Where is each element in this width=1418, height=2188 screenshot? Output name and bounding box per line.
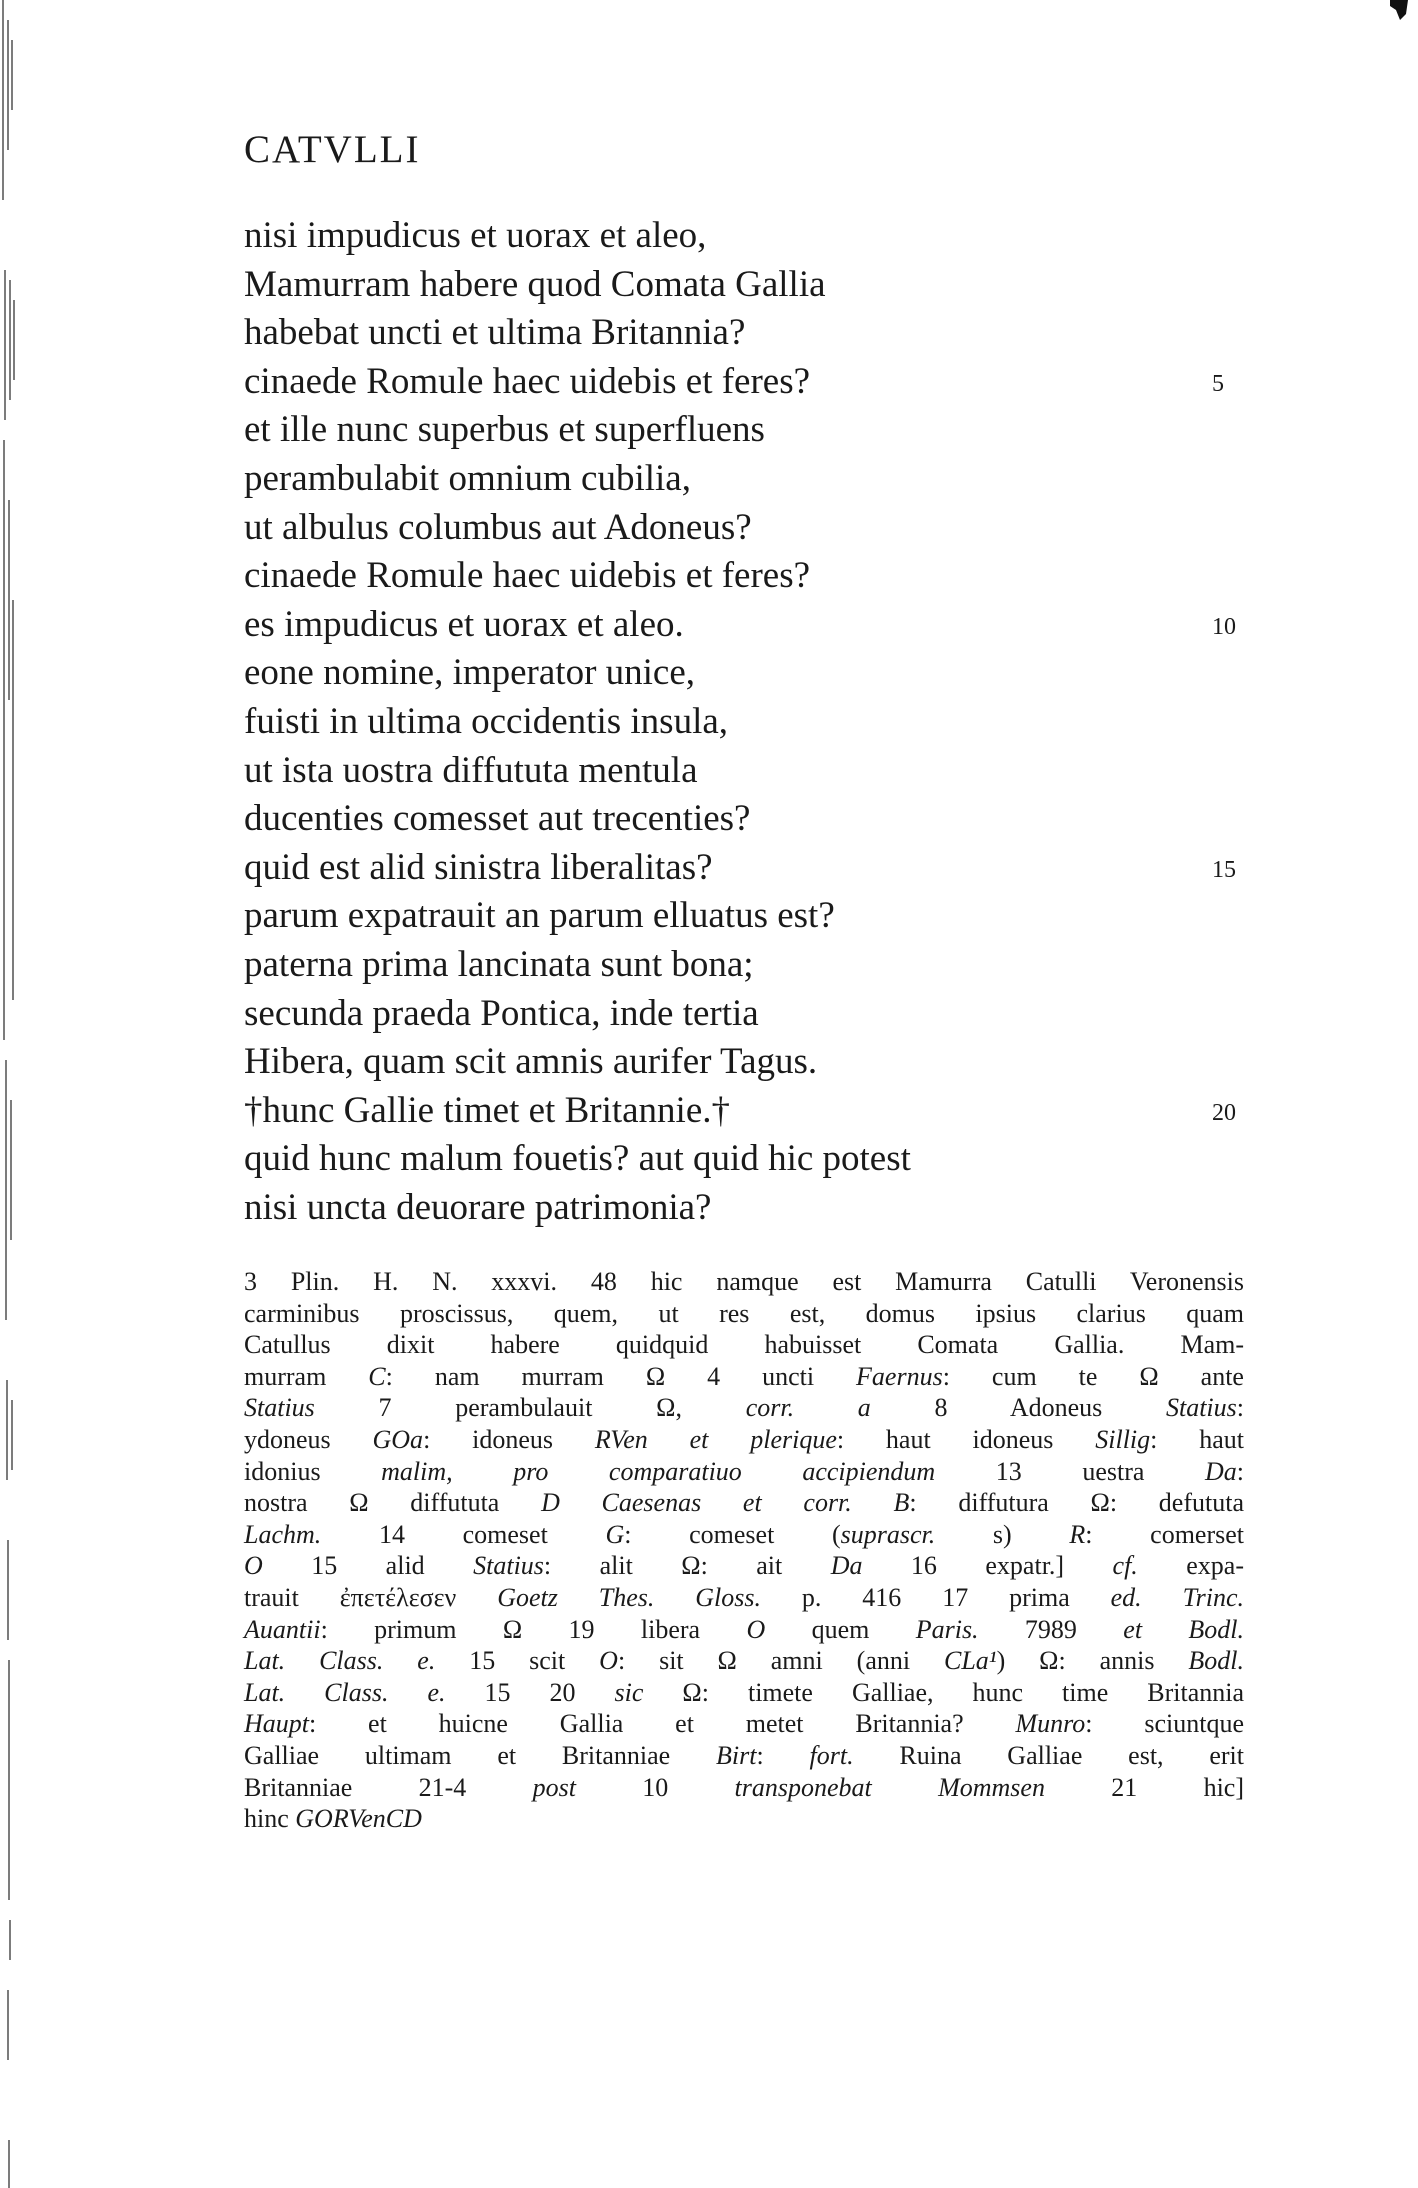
apparatus-text: ydoneus <box>244 1424 373 1454</box>
apparatus-italic: O <box>599 1646 618 1676</box>
verse-text: es impudicus et uorax et aleo. <box>244 603 684 645</box>
apparatus-line <box>244 1361 1244 1393</box>
apparatus-text: : cum te Ω ante <box>942 1361 1244 1391</box>
apparatus-italic: G <box>605 1519 625 1549</box>
verse-text: nisi uncta deuorare patrimonia? <box>244 1186 712 1228</box>
apparatus-text: 16 expatr.] <box>862 1551 1113 1581</box>
apparatus-text: 14 comeset <box>321 1519 606 1549</box>
verse-line <box>244 747 1264 796</box>
apparatus-italic: Da <box>1204 1456 1237 1486</box>
running-head: CATVLLI <box>244 128 421 171</box>
apparatus-line <box>244 1677 1244 1709</box>
verse-line <box>244 358 1264 407</box>
verse-text: parum expatrauit an parum elluatus est? <box>244 895 835 937</box>
apparatus-italic: Lat. Class. e. <box>244 1677 446 1707</box>
apparatus-italic: O <box>244 1551 263 1581</box>
verse-line <box>244 261 1264 310</box>
verse-text: cinaede Romule haec uidebis et feres? <box>244 360 811 402</box>
apparatus-italic: suprascr. <box>840 1519 936 1549</box>
apparatus-italic: cf. <box>1112 1551 1138 1581</box>
apparatus-italic: et Bodl. <box>1123 1614 1245 1644</box>
apparatus-italic: GOa <box>372 1424 424 1454</box>
apparatus-text: : comeset ( <box>624 1519 841 1549</box>
apparatus-italic: O <box>746 1614 766 1644</box>
apparatus-italic: GORVenCD <box>295 1804 422 1834</box>
verse-text: et ille nunc superbus et superfluens <box>244 409 765 451</box>
apparatus-line <box>244 1614 1244 1646</box>
apparatus-italic: Bodl. <box>1188 1646 1245 1676</box>
apparatus-text: : haut idoneus <box>836 1424 1096 1454</box>
apparatus-italic: RVen et plerique <box>594 1424 837 1454</box>
verse-line <box>244 892 1264 941</box>
apparatus-italic: Da <box>830 1551 863 1581</box>
verse-line <box>244 1087 1264 1136</box>
apparatus-italic: ed. Trinc. <box>1110 1582 1244 1612</box>
apparatus-text: 8 Adoneus <box>870 1393 1166 1423</box>
verse-line <box>244 795 1264 844</box>
apparatus-line <box>244 1456 1244 1488</box>
apparatus-text: Galliae ultimam et Britanniae <box>244 1740 717 1770</box>
apparatus-italic: sic <box>614 1677 644 1707</box>
apparatus-text: 15 20 <box>445 1677 615 1707</box>
verse-line <box>244 212 1264 261</box>
apparatus-text: : primum Ω 19 libera <box>320 1614 747 1644</box>
apparatus-text: 15 scit <box>435 1646 600 1676</box>
apparatus-text: 7 perambulauit Ω, <box>314 1393 746 1423</box>
apparatus-italic: corr. a <box>745 1393 871 1423</box>
apparatus-line <box>244 1645 1244 1677</box>
verse-text: Hibera, quam scit amnis aurifer Tagus. <box>244 1041 818 1083</box>
verse-text: †hunc Gallie timet et Britannie.† <box>244 1089 731 1131</box>
apparatus-italic: Paris. <box>915 1614 979 1644</box>
apparatus-text: nostra Ω diffututa <box>244 1488 542 1518</box>
apparatus-line <box>244 1772 1244 1804</box>
verse-text: quid est alid sinistra liberalitas? <box>244 846 713 888</box>
verse-line <box>244 990 1264 1039</box>
apparatus-italic: transponebat Mommsen <box>734 1772 1045 1802</box>
critical-apparatus <box>244 1266 1244 1835</box>
apparatus-text: : sciuntque <box>1085 1709 1245 1739</box>
apparatus-text: Britanniae 21-4 <box>244 1772 533 1802</box>
verse-line <box>244 552 1264 601</box>
apparatus-text: Ruina Galliae est, erit <box>853 1740 1245 1770</box>
apparatus-italic: malim, pro comparatiuo accipiendum <box>381 1456 936 1486</box>
apparatus-text: p. 416 17 prima <box>761 1582 1111 1612</box>
apparatus-text: ) Ω: annis <box>996 1646 1189 1676</box>
apparatus-italic: R <box>1069 1519 1086 1549</box>
apparatus-text: s) <box>935 1519 1070 1549</box>
verse-line <box>244 844 1264 893</box>
apparatus-text: Catullus dixit habere quidquid habuisset Comata Gallia. Mam- <box>244 1330 1244 1360</box>
apparatus-italic: CLa¹ <box>944 1646 997 1676</box>
apparatus-text: Ω: timete Galliae, hunc time Britannia <box>643 1677 1245 1707</box>
line-number: 15 <box>1212 856 1236 883</box>
apparatus-italic: Birt <box>716 1740 757 1770</box>
verse-text: quid hunc malum fouetis? aut quid hic potest <box>244 1138 911 1180</box>
apparatus-line <box>244 1298 1244 1330</box>
binding-gutter-marks <box>0 0 22 2188</box>
apparatus-line <box>244 1803 1244 1835</box>
apparatus-italic: Munro <box>1015 1709 1086 1739</box>
apparatus-text: trauit ἐπετέλεσεν <box>244 1582 498 1612</box>
verse-line <box>244 455 1264 504</box>
apparatus-line <box>244 1740 1244 1772</box>
verse-line <box>244 1135 1264 1184</box>
apparatus-text: 7989 <box>978 1614 1124 1644</box>
verse-text: eone nomine, imperator unice, <box>244 652 696 694</box>
apparatus-italic: Lat. Class. e. <box>244 1646 436 1676</box>
apparatus-text: 13 uestra <box>935 1456 1205 1486</box>
apparatus-line <box>244 1550 1244 1582</box>
verse-line <box>244 1038 1264 1087</box>
apparatus-line <box>244 1266 1244 1298</box>
apparatus-italic: Statius <box>244 1393 315 1423</box>
verse-text: perambulabit omnium cubilia, <box>244 457 691 499</box>
apparatus-text: murram <box>244 1361 369 1391</box>
apparatus-line <box>244 1329 1244 1361</box>
apparatus-text: idonius <box>244 1456 382 1486</box>
line-number: 5 <box>1212 370 1224 397</box>
apparatus-text: : comerset <box>1085 1519 1244 1549</box>
verse-line <box>244 941 1264 990</box>
verse-line <box>244 406 1264 455</box>
verse-text: ducenties comesset aut trecenties? <box>244 798 751 840</box>
verse-line <box>244 698 1264 747</box>
apparatus-text: expa- <box>1137 1551 1244 1581</box>
apparatus-text: : nam murram Ω 4 uncti <box>385 1361 857 1391</box>
apparatus-text: : idoneus <box>423 1424 595 1454</box>
verse-text: fuisti in ultima occidentis insula, <box>244 700 729 742</box>
verse-text: Mamurram habere quod Comata Gallia <box>244 263 826 305</box>
apparatus-italic: Lachm. <box>244 1519 322 1549</box>
apparatus-text: 15 alid <box>262 1551 474 1581</box>
apparatus-italic: Statius <box>1165 1393 1237 1423</box>
apparatus-text: hinc <box>244 1804 296 1834</box>
apparatus-italic: C <box>368 1361 386 1391</box>
apparatus-line <box>244 1487 1244 1519</box>
apparatus-text: : sit Ω amni (anni <box>617 1646 944 1676</box>
apparatus-text: : alit Ω: ait <box>543 1551 831 1581</box>
apparatus-line <box>244 1708 1244 1740</box>
apparatus-text: : haut <box>1150 1424 1244 1454</box>
verse-text: cinaede Romule haec uidebis et feres? <box>244 555 811 597</box>
line-number: 10 <box>1212 613 1236 640</box>
apparatus-text: : et huicne Gallia et metet Britannia? <box>309 1709 1016 1739</box>
apparatus-line <box>244 1392 1244 1424</box>
apparatus-italic: Sillig <box>1095 1424 1151 1454</box>
apparatus-line <box>244 1582 1244 1614</box>
apparatus-italic: Haupt <box>244 1709 309 1739</box>
poem-text <box>244 212 1264 1232</box>
apparatus-italic: post <box>532 1772 576 1802</box>
apparatus-text: 10 <box>575 1772 735 1802</box>
verse-line <box>244 649 1264 698</box>
apparatus-text: : <box>1236 1456 1244 1486</box>
verse-text: ut albulus columbus aut Adoneus? <box>244 506 752 548</box>
verse-text: secunda praeda Pontica, inde tertia <box>244 992 759 1034</box>
apparatus-italic: Statius <box>473 1551 544 1581</box>
apparatus-text: carminibus proscissus, quem, ut res est, domus ipsius clarius quam <box>244 1298 1244 1328</box>
apparatus-italic: Auantii <box>244 1614 321 1644</box>
apparatus-text: : <box>1236 1393 1245 1423</box>
apparatus-italic: Faernus <box>856 1361 943 1391</box>
apparatus-line <box>244 1519 1244 1551</box>
verse-line <box>244 504 1264 553</box>
apparatus-line <box>244 1424 1244 1456</box>
apparatus-text: quem <box>765 1614 916 1644</box>
apparatus-italic: Goetz Thes. Gloss. <box>497 1582 762 1612</box>
apparatus-italic: fort. <box>809 1740 854 1770</box>
verse-text: nisi impudicus et uorax et aleo, <box>244 215 707 256</box>
apparatus-text: 3 Plin. H. N. xxxvi. 48 hic namque est Mamurra Catulli Veronensis <box>244 1267 1244 1296</box>
verse-text: paterna prima lancinata sunt bona; <box>244 943 754 985</box>
apparatus-italic: D Caesenas et corr. B <box>541 1488 910 1518</box>
verse-text: ut ista uostra diffututa mentula <box>244 749 698 791</box>
apparatus-text: : diffutura Ω: defututa <box>909 1488 1244 1518</box>
line-number: 20 <box>1212 1099 1236 1126</box>
verse-line <box>244 309 1264 358</box>
verse-line <box>244 601 1264 650</box>
apparatus-text: 21 hic] <box>1044 1772 1244 1802</box>
verse-text: habebat uncti et ultima Britannia? <box>244 312 746 354</box>
corner-ink-mark <box>1388 0 1410 22</box>
verse-line <box>244 1184 1264 1233</box>
apparatus-text: : <box>756 1740 810 1770</box>
